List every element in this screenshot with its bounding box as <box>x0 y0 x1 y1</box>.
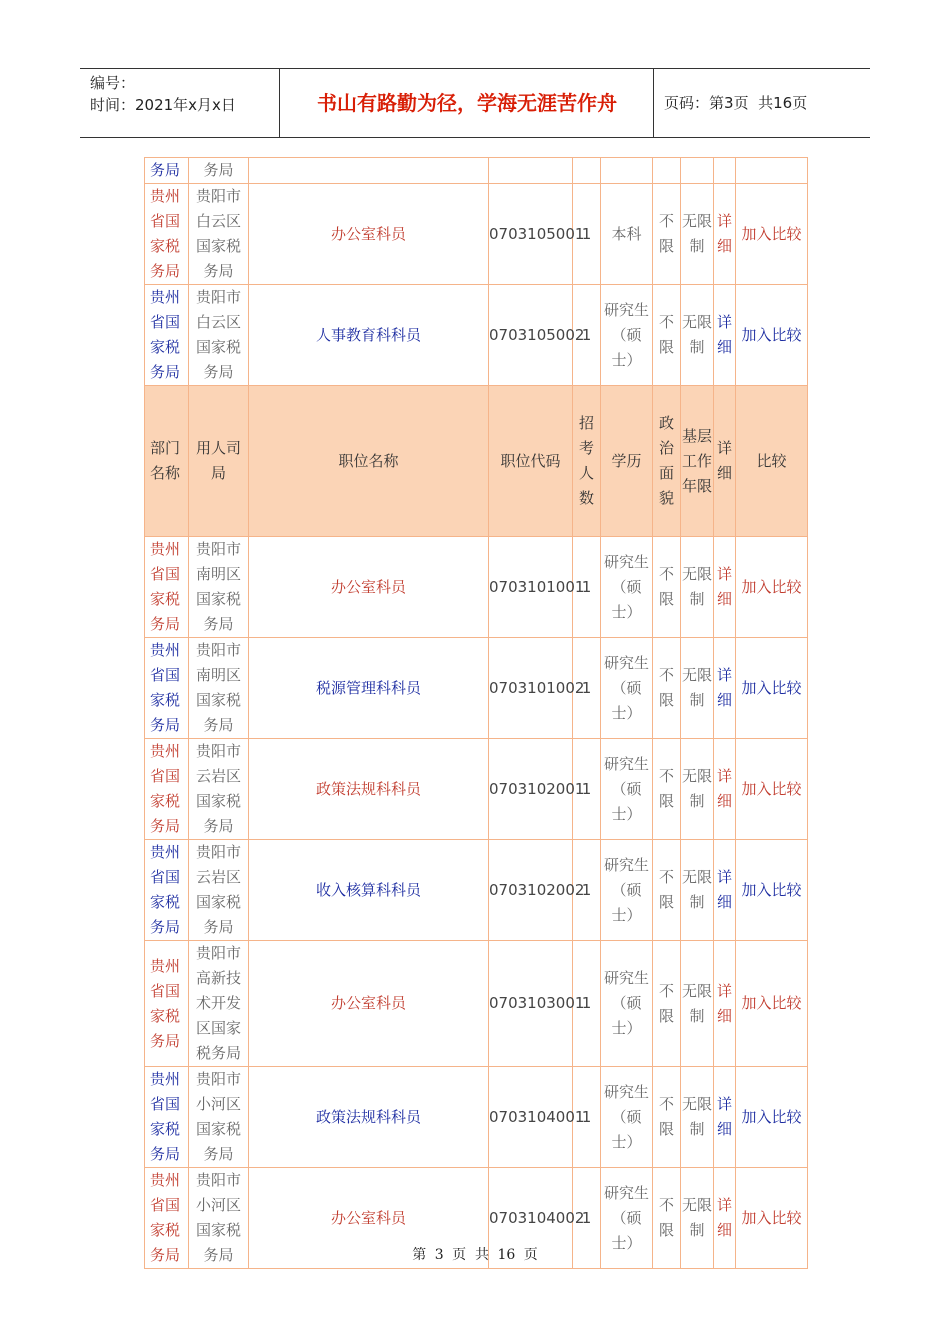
page-prefix: 页码：第 <box>664 94 725 112</box>
cell-education: 研究生（硕士） <box>601 739 653 840</box>
cell-political: 不限 <box>653 1168 681 1269</box>
cell-position: 办公室科员 <box>249 537 489 638</box>
document-time-label: 时间：2021年x月x日 <box>90 96 236 114</box>
table-row <box>145 537 808 638</box>
cell-compare[interactable]: 加入比较 <box>736 537 808 638</box>
cell-detail[interactable] <box>714 158 736 184</box>
cell-education: 本科 <box>601 184 653 285</box>
cell-position: 办公室科员 <box>249 184 489 285</box>
cell-detail[interactable]: 详细 <box>714 638 736 739</box>
table-row <box>145 840 808 941</box>
cell-code: 0703101001 <box>489 537 573 638</box>
cell-bureau: 贵阳市小河区国家税务局 <box>189 1168 249 1269</box>
table-row <box>145 638 808 739</box>
footer-total: 16 <box>497 1247 516 1263</box>
table-body <box>145 158 808 1269</box>
cell-years: 无限制 <box>681 840 714 941</box>
cell-header-count: 招考人数 <box>573 386 601 537</box>
cell-position <box>249 158 489 184</box>
table-row <box>145 285 808 386</box>
footer-mid: 页 共 <box>452 1247 489 1263</box>
cell-political <box>653 158 681 184</box>
cell-bureau: 贵阳市白云区国家税务局 <box>189 285 249 386</box>
cell-code: 0703105002 <box>489 285 573 386</box>
cell-count: 1 <box>573 638 601 739</box>
header-page-number <box>654 69 870 137</box>
cell-political: 不限 <box>653 537 681 638</box>
cell-detail[interactable]: 详细 <box>714 184 736 285</box>
cell-count: 1 <box>573 941 601 1067</box>
cell-compare[interactable]: 加入比较 <box>736 638 808 739</box>
cell-bureau: 贵阳市云岩区国家税务局 <box>189 840 249 941</box>
page-suffix: 页 <box>792 94 808 112</box>
cell-count: 1 <box>573 1168 601 1269</box>
cell-position: 办公室科员 <box>249 1168 489 1269</box>
cell-years: 无限制 <box>681 739 714 840</box>
cell-count <box>573 158 601 184</box>
cell-bureau: 贵阳市小河区国家税务局 <box>189 1067 249 1168</box>
cell-detail[interactable]: 详细 <box>714 1067 736 1168</box>
cell-years: 无限制 <box>681 184 714 285</box>
cell-dept: 贵州省国家税务局 <box>145 1168 189 1269</box>
cell-dept: 贵州省国家税务局 <box>145 840 189 941</box>
header-meta <box>80 69 280 137</box>
cell-compare[interactable] <box>736 158 808 184</box>
header-motto: 书山有路勤为径，学海无涯苦作舟 <box>281 69 654 137</box>
cell-education: 研究生（硕士） <box>601 285 653 386</box>
cell-compare[interactable]: 加入比较 <box>736 184 808 285</box>
cell-position: 政策法规科科员 <box>249 1067 489 1168</box>
table-row <box>145 184 808 285</box>
cell-code: 0703102001 <box>489 739 573 840</box>
cell-education <box>601 158 653 184</box>
cell-code: 0703102002 <box>489 840 573 941</box>
table-header-row <box>145 386 808 537</box>
recruitment-table <box>144 157 808 1269</box>
cell-header-political: 政治面貌 <box>653 386 681 537</box>
cell-political: 不限 <box>653 739 681 840</box>
cell-education: 研究生（硕士） <box>601 537 653 638</box>
footer-current: 3 <box>434 1247 444 1263</box>
table-row <box>145 739 808 840</box>
cell-header-compare: 比较 <box>736 386 808 537</box>
cell-political: 不限 <box>653 638 681 739</box>
page-footer <box>0 1244 950 1264</box>
cell-compare[interactable]: 加入比较 <box>736 739 808 840</box>
cell-dept: 贵州省国家税务局 <box>145 739 189 840</box>
cell-dept: 贵州省国家税务局 <box>145 184 189 285</box>
page-header <box>80 68 870 138</box>
cell-bureau: 贵阳市南明区国家税务局 <box>189 537 249 638</box>
cell-code: 0703105001 <box>489 184 573 285</box>
cell-code: 0703103001 <box>489 941 573 1067</box>
cell-position: 税源管理科科员 <box>249 638 489 739</box>
cell-code <box>489 158 573 184</box>
cell-education: 研究生（硕士） <box>601 1168 653 1269</box>
table-row <box>145 941 808 1067</box>
cell-education: 研究生（硕士） <box>601 638 653 739</box>
table-row <box>145 1067 808 1168</box>
cell-dept: 务局 <box>145 158 189 184</box>
cell-years: 无限制 <box>681 1168 714 1269</box>
cell-detail[interactable]: 详细 <box>714 1168 736 1269</box>
cell-header-bureau: 用人司局 <box>189 386 249 537</box>
cell-dept: 贵州省国家税务局 <box>145 1067 189 1168</box>
cell-education: 研究生（硕士） <box>601 1067 653 1168</box>
cell-compare[interactable]: 加入比较 <box>736 941 808 1067</box>
cell-header-education: 学历 <box>601 386 653 537</box>
cell-dept: 贵州省国家税务局 <box>145 537 189 638</box>
cell-count: 1 <box>573 1067 601 1168</box>
cell-position: 政策法规科科员 <box>249 739 489 840</box>
cell-position: 办公室科员 <box>249 941 489 1067</box>
cell-dept: 贵州省国家税务局 <box>145 285 189 386</box>
cell-political: 不限 <box>653 840 681 941</box>
cell-years: 无限制 <box>681 638 714 739</box>
cell-code: 0703101002 <box>489 638 573 739</box>
cell-count: 1 <box>573 739 601 840</box>
cell-count: 1 <box>573 184 601 285</box>
cell-bureau: 务局 <box>189 158 249 184</box>
cell-political: 不限 <box>653 184 681 285</box>
cell-political: 不限 <box>653 1067 681 1168</box>
cell-bureau: 贵阳市云岩区国家税务局 <box>189 739 249 840</box>
cell-years: 无限制 <box>681 285 714 386</box>
page-mid: 页 共 <box>733 94 774 112</box>
cell-position: 人事教育科科员 <box>249 285 489 386</box>
cell-compare[interactable]: 加入比较 <box>736 1168 808 1269</box>
cell-code: 0703104002 <box>489 1168 573 1269</box>
document-number-label: 编号： <box>90 74 136 92</box>
cell-detail[interactable]: 详细 <box>714 941 736 1067</box>
cell-header-code: 职位代码 <box>489 386 573 537</box>
cell-position: 收入核算科科员 <box>249 840 489 941</box>
cell-header-years: 基层工作年限 <box>681 386 714 537</box>
cell-count: 1 <box>573 285 601 386</box>
cell-header-dept: 部门名称 <box>145 386 189 537</box>
cell-years: 无限制 <box>681 537 714 638</box>
cell-detail[interactable]: 详细 <box>714 537 736 638</box>
cell-education: 研究生（硕士） <box>601 840 653 941</box>
page-current: 3 <box>724 94 734 112</box>
cell-dept: 贵州省国家税务局 <box>145 941 189 1067</box>
cell-bureau: 贵阳市高新技术开发区国家税务局 <box>189 941 249 1067</box>
cell-education: 研究生（硕士） <box>601 941 653 1067</box>
footer-prefix: 第 <box>412 1247 427 1263</box>
cell-years: 无限制 <box>681 1067 714 1168</box>
cell-count: 1 <box>573 840 601 941</box>
cell-compare[interactable]: 加入比较 <box>736 285 808 386</box>
cell-dept: 贵州省国家税务局 <box>145 638 189 739</box>
cell-political: 不限 <box>653 285 681 386</box>
footer-suffix: 页 <box>523 1247 538 1263</box>
cell-bureau: 贵阳市白云区国家税务局 <box>189 184 249 285</box>
cell-compare[interactable]: 加入比较 <box>736 1067 808 1168</box>
cell-compare[interactable]: 加入比较 <box>736 840 808 941</box>
cell-bureau: 贵阳市南明区国家税务局 <box>189 638 249 739</box>
cell-header-detail: 详细 <box>714 386 736 537</box>
cell-detail[interactable]: 详细 <box>714 739 736 840</box>
page-total: 16 <box>773 94 793 112</box>
cell-code: 0703104001 <box>489 1067 573 1168</box>
table-row <box>145 158 808 184</box>
cell-header-position: 职位名称 <box>249 386 489 537</box>
cell-detail[interactable]: 详细 <box>714 285 736 386</box>
cell-years <box>681 158 714 184</box>
cell-years: 无限制 <box>681 941 714 1067</box>
cell-count: 1 <box>573 537 601 638</box>
cell-detail[interactable]: 详细 <box>714 840 736 941</box>
cell-political: 不限 <box>653 941 681 1067</box>
